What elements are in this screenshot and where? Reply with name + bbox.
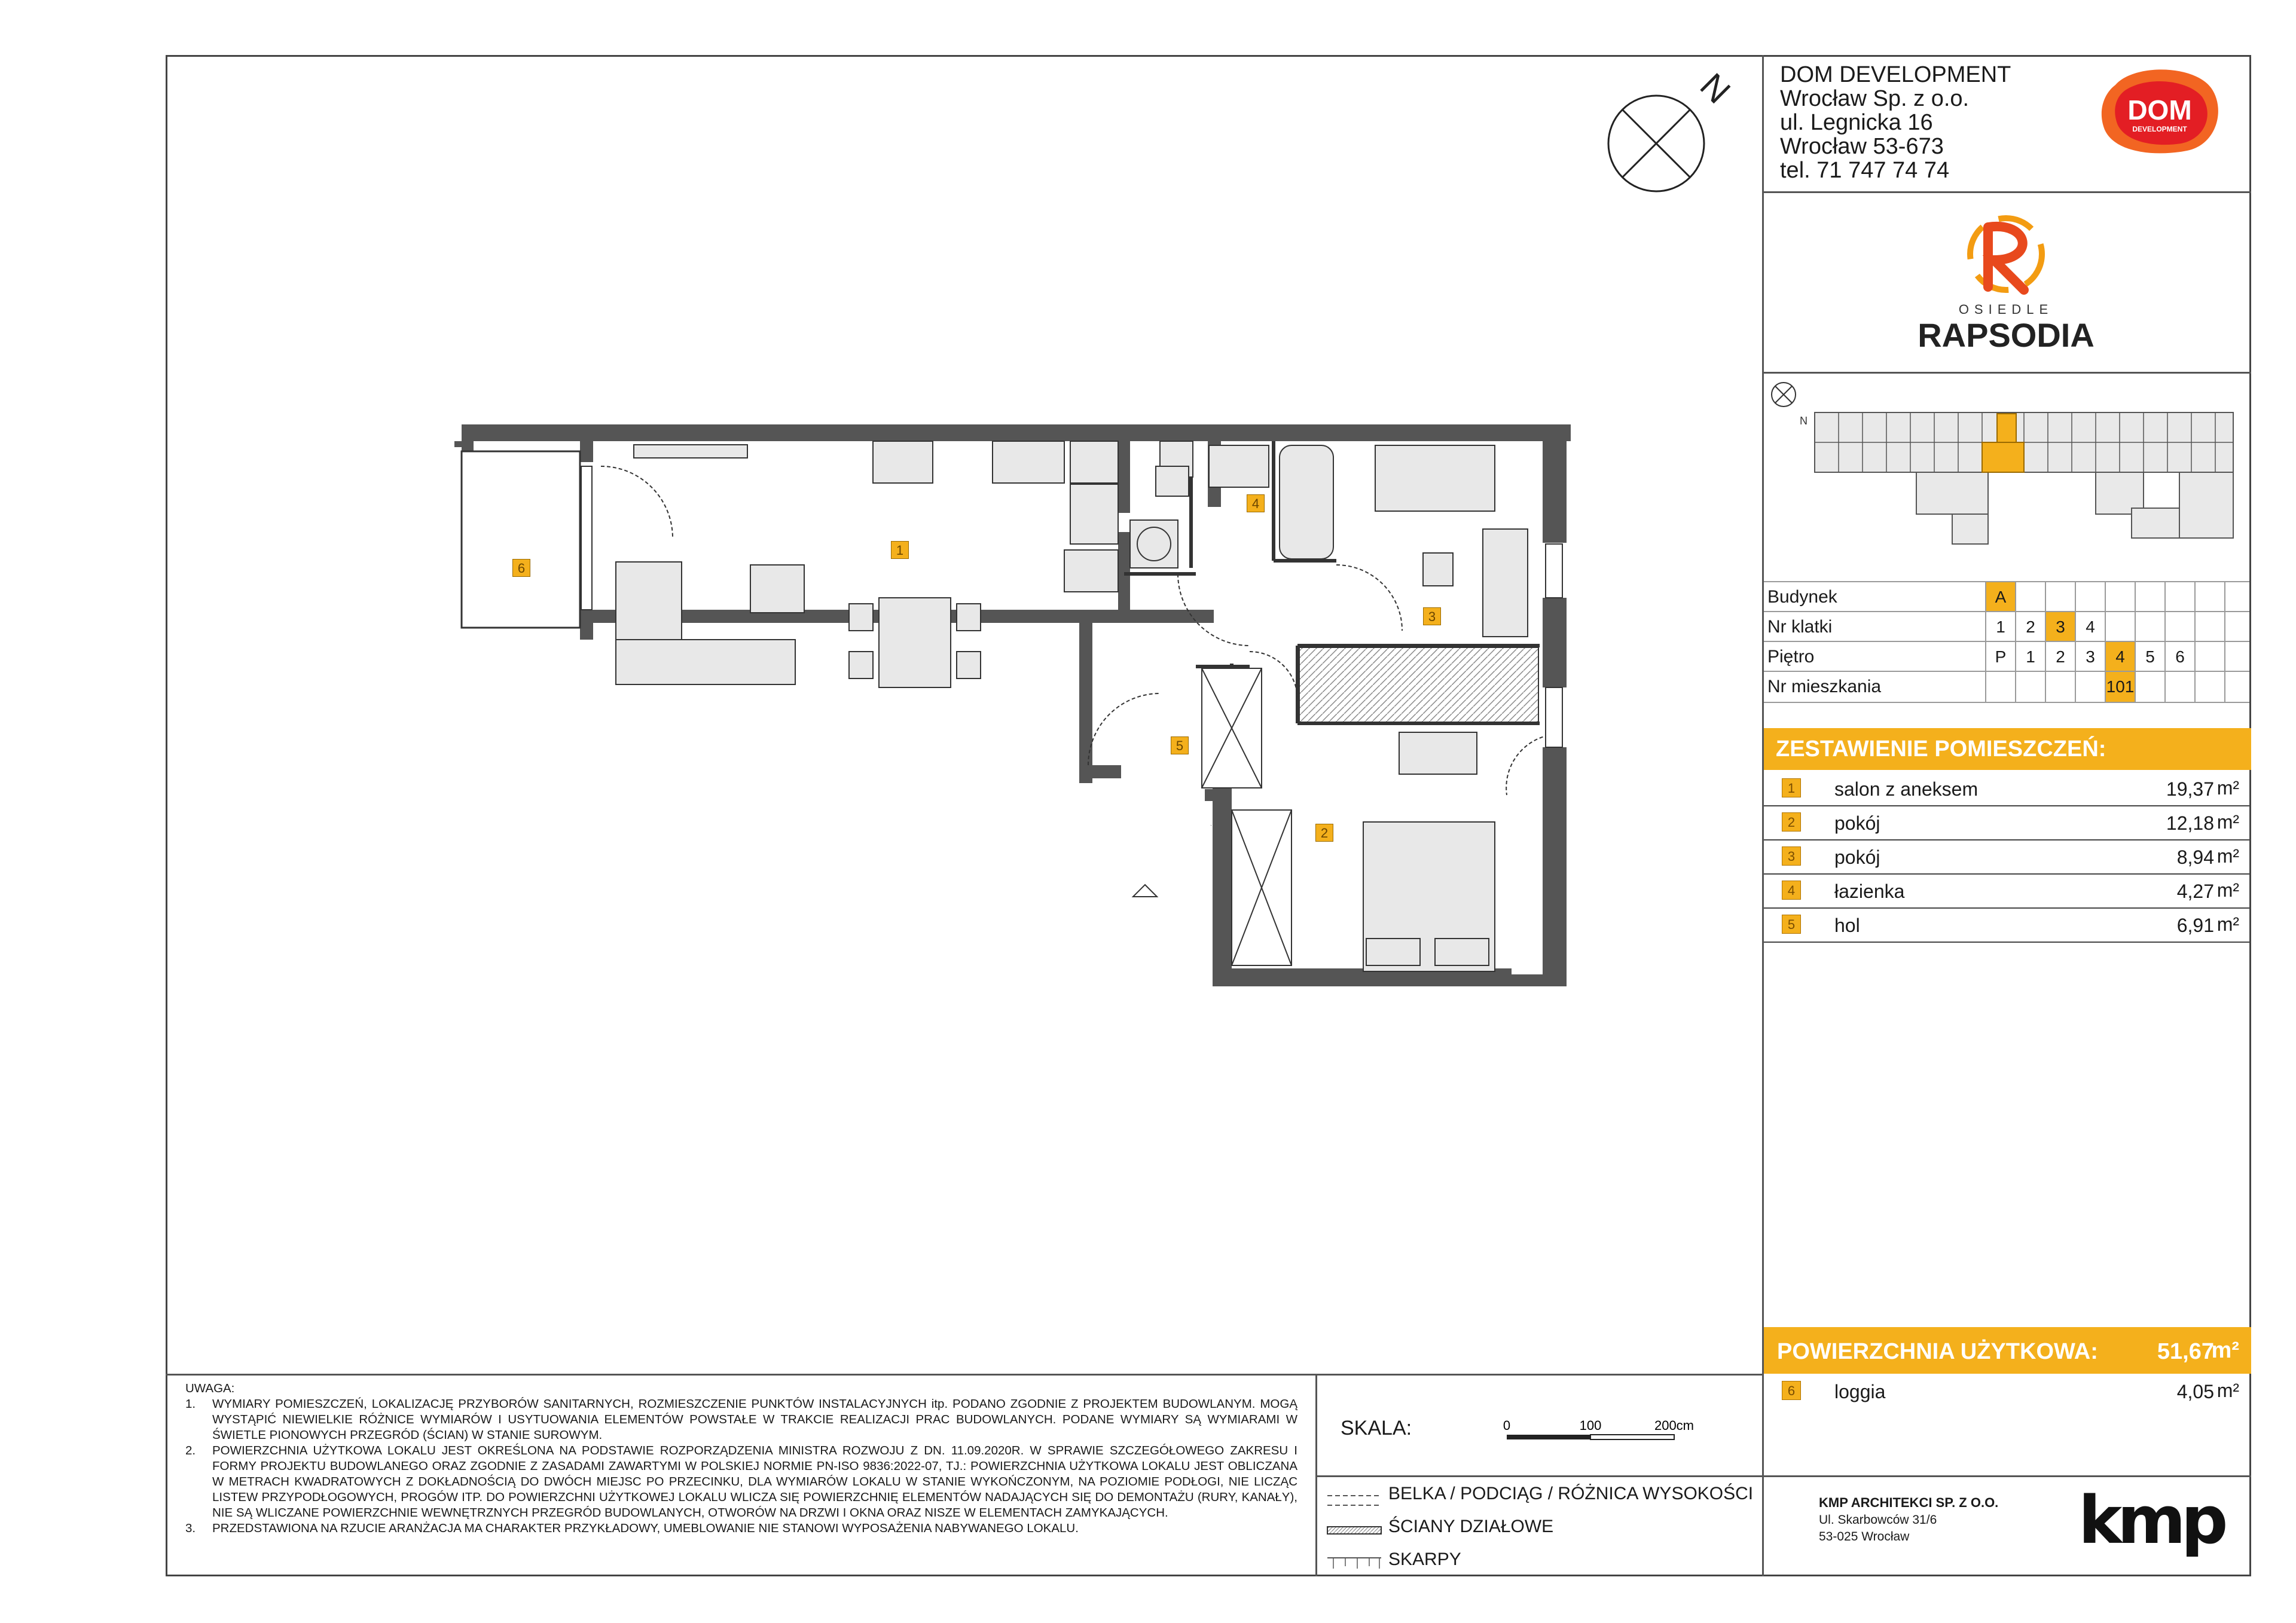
grid-cell [2105, 582, 2135, 612]
legend-symbols [1324, 1488, 1384, 1572]
room-unit: m² [2216, 845, 2239, 867]
notes-block [185, 1381, 1297, 1536]
legend-slopes: SKARPY [1388, 1549, 1461, 1569]
grid-row [1764, 671, 2249, 703]
entrance-arrow-icon [1133, 885, 1157, 897]
note-2-no: 2. [185, 1444, 196, 1457]
total-value: 51,67 [2157, 1339, 2214, 1364]
room-badge: 3 [1782, 846, 1801, 866]
grid-cell: 4 [2075, 612, 2105, 642]
notes-title: UWAGA: [185, 1381, 235, 1395]
plan-label-1: 1 [891, 541, 909, 559]
note-1 [185, 1396, 1297, 1443]
grid-cell [2194, 582, 2224, 612]
loggia-row [1764, 1374, 2251, 1408]
grid-cell [2135, 582, 2164, 612]
notes-divider [166, 1374, 1764, 1376]
compass-north-icon [1602, 60, 1738, 197]
grid-row-label: Budynek [1767, 587, 1837, 607]
legend-divider [1315, 1475, 1764, 1477]
estate-small-text: OSIEDLE [1958, 302, 2054, 317]
grid-cell [2164, 612, 2194, 642]
plan-label-3: 3 [1423, 607, 1441, 625]
grid-cell [2075, 672, 2105, 702]
room-unit: m² [2216, 811, 2239, 833]
grid-row [1764, 581, 2249, 612]
grid-cell: 101 [2105, 672, 2135, 702]
room-area: 19,37 [2166, 778, 2214, 800]
total-unit: m² [2211, 1338, 2239, 1363]
dom-development-logo [2097, 67, 2222, 157]
architect-street: Ul. Skarbowców 31/6 [1819, 1513, 1937, 1527]
room-area: 8,94 [2176, 846, 2214, 868]
room-badge: 4 [1782, 881, 1801, 900]
grid-cell [2224, 582, 2254, 612]
room-area: 12,18 [2166, 812, 2214, 834]
loggia-unit: m² [2216, 1380, 2239, 1401]
rapsodia-logo [1916, 203, 2096, 359]
rooms-heading: ZESTAWIENIE POMIESZCZEŃ: [1764, 728, 2251, 770]
grid-row [1764, 611, 2249, 642]
grid-cell: 3 [2045, 612, 2075, 642]
room-unit: m² [2216, 777, 2239, 799]
grid-cell: A [1985, 582, 2015, 612]
grid-cell [2075, 582, 2105, 612]
header-divider [1764, 191, 2251, 193]
grid-cell [2045, 672, 2075, 702]
note-2-text: POWIERZCHNIA UŻYTKOWA LOKALU JEST OKREŚLONA NA PODSTAWIE ROZPORZĄDZENIA MINISTRA ROZWOJU Z DN. 11.09.2020R. W SPRAWIE SZCZEGÓŁOWEGO ZAKRESU I FORMY PROJEKTU BUDOWLANEGO ORAZ ZGODNIE Z ZASADAMI ZAWARTYMI W POLSKIEJ NORMIE PN-ISO 9836:2022-07, TJ.: POWIERZCHNIA UŻYTKOWA LOKALU JEST OBLICZANA W METRACH KWADRATOWYCH Z DOKŁADNOŚCIĄ DO DWÓCH MIEJSC PO PRZECINKU, DLA WYMIARÓW LOKALU W STANIE WYKOŃCZONYM, NA POZIOMIE PODŁOGI, NIE LICZĄC LISTEW PRZYPODŁOGOWYCH, PROGÓW ITP. DO POWIERZCHNI UŻYTKOWEJ LOKALU WLICZA SIĘ POWIERZCHNIĘ ELEMENTÓW NADAJĄCYCH SIĘ DO DEMONTAŻU (RURY, KANAŁY), NIE SĄ WLICZANE POWIERZCHNIE WEWNĘTRZNYCH PRZEGRÓD BUDOWLANYCH, OTWORÓW NA DRZWI I OKNA ORAZ NISZE W ELEMENTACH ZAMYKAJĄCYCH. [212, 1444, 1297, 1520]
room-row [1764, 907, 2251, 943]
grid-cell: 2 [2045, 642, 2075, 672]
note-1-no: 1. [185, 1397, 196, 1411]
scale-tick-0: 0 [1503, 1418, 1511, 1433]
architect-name: KMP ARCHITEKCI SP. Z O.O. [1819, 1495, 1999, 1510]
grid-cell [2015, 582, 2045, 612]
room-badge: 5 [1782, 915, 1801, 934]
scale-bar [1495, 1418, 1692, 1454]
grid-cell [2224, 672, 2254, 702]
grid-cell [2164, 672, 2194, 702]
room-badge: 2 [1782, 812, 1801, 832]
grid-cell: 2 [2015, 612, 2045, 642]
room-name: hol [1834, 915, 1860, 936]
grid-cell [2224, 642, 2254, 672]
grid-row-label: Nr mieszkania [1767, 677, 1882, 696]
usable-area-total [1764, 1327, 2251, 1374]
room-row [1764, 805, 2251, 840]
room-name: pokój [1834, 846, 1880, 868]
legend-walls: ŚCIANY DZIAŁOWE [1388, 1517, 1554, 1536]
plan-label-6: 6 [512, 559, 530, 577]
total-label: POWIERZCHNIA UŻYTKOWA: [1777, 1339, 2098, 1364]
grid-cell [2045, 582, 2075, 612]
architect-info [1819, 1494, 1998, 1545]
grid-cell [2194, 642, 2224, 672]
room-area: 6,91 [2176, 915, 2214, 936]
grid-cell: P [1985, 642, 2015, 672]
grid-cell: 1 [2015, 642, 2045, 672]
grid-cell [2015, 672, 2045, 702]
scale-label: SKALA: [1341, 1417, 1412, 1439]
scale-tick-200: 200cm [1654, 1418, 1694, 1433]
floor-plan [454, 412, 1578, 1010]
grid-row [1764, 641, 2249, 672]
estate-big-text: RAPSODIA [1918, 316, 2095, 354]
architect-city: 53-025 Wrocław [1819, 1530, 1910, 1543]
room-name: pokój [1834, 812, 1880, 834]
key-plan-map [1767, 377, 2248, 574]
grid-cell: 5 [2135, 642, 2164, 672]
svg-text:N: N [1800, 415, 1808, 427]
note-1-text: WYMIARY POMIESZCZEŃ, LOKALIZACJĘ PRZYBORÓW SANITARNYCH, ROZMIESZCZENIE PUNKTÓW INSTALACYJNYCH itp. PODANO ZGODNIE Z PROJEKTEM BUDOWLANYM. MOGĄ WYSTĄPIĆ NIEWIELKIE RÓŻNICE WYMIARÓW I USYTUOWANIA ELEMENTÓW POWSTAŁE W TRAKCIE REALIZACJI PRAC BUDOWLANYCH. PODANE WYMIARY SĄ WYMIARAMI W ŚWIETLE PIONOWYCH PRZEGRÓD (ŚCIAN) W STANIE SUROWYM. [212, 1397, 1297, 1442]
grid-cell: 4 [2105, 642, 2135, 672]
note-3-no: 3. [185, 1521, 196, 1535]
legend-beam: BELKA / PODCIĄG / RÓŻNICA WYSOKOŚCI [1388, 1484, 1754, 1503]
compass-n-label: N [1692, 66, 1738, 111]
company-name: DOM DEVELOPMENT [1780, 62, 2011, 87]
kmp-logo: kmp [2078, 1482, 2224, 1558]
room-unit: m² [2216, 913, 2239, 935]
room-row [1764, 771, 2251, 806]
grid-cell [2135, 672, 2164, 702]
grid-cell [1985, 672, 2015, 702]
grid-row-label: Piętro [1767, 647, 1815, 667]
scale-tick-100: 100 [1579, 1418, 1602, 1433]
grid-cell [2194, 612, 2224, 642]
note-2 [185, 1443, 1297, 1521]
loggia-name: loggia [1834, 1381, 1886, 1402]
loggia-area: 4,05 [2176, 1381, 2214, 1402]
note-3-text: PRZEDSTAWIONA NA RZUCIE ARANŻACJA MA CHARAKTER PRZYKŁADOWY, UMEBLOWANIE NIE STANOWI WYPOSAŻENIA NABYWANEGO LOKALU. [212, 1521, 1079, 1535]
grid-cell [2164, 582, 2194, 612]
grid-cell [2105, 612, 2135, 642]
room-row [1764, 839, 2251, 875]
plan-label-2: 2 [1315, 824, 1333, 842]
bottom-right-divider [1764, 1475, 2251, 1477]
room-area: 4,27 [2176, 881, 2214, 902]
room-name: salon z aneksem [1834, 778, 1979, 800]
company-city: Wrocław 53-673 [1780, 134, 1944, 159]
note-3 [185, 1521, 1297, 1536]
grid-cell [2194, 672, 2224, 702]
room-name: łazienka [1834, 881, 1905, 902]
grid-cell [2224, 612, 2254, 642]
room-badge: 1 [1782, 778, 1801, 797]
company-street: ul. Legnicka 16 [1780, 110, 1933, 135]
company-phone: tel. 71 747 74 74 [1780, 158, 1950, 183]
room-row [1764, 873, 2251, 909]
dom-logo-text: DOM [2127, 94, 2192, 126]
company-info [1780, 63, 2011, 182]
grid-cell [2135, 612, 2164, 642]
loggia-badge: 6 [1782, 1381, 1801, 1400]
key-plan-highlight [1997, 414, 2016, 447]
company-line2: Wrocław Sp. z o.o. [1780, 86, 1970, 111]
grid-cell: 6 [2164, 642, 2194, 672]
grid-cell: 1 [1985, 612, 2015, 642]
room-unit: m² [2216, 879, 2239, 901]
grid-row-label: Nr klatki [1767, 617, 1833, 637]
plan-label-4: 4 [1247, 494, 1265, 512]
grid-cell: 3 [2075, 642, 2105, 672]
dom-logo-subtext: DEVELOPMENT [2132, 125, 2187, 133]
estate-divider [1764, 372, 2251, 374]
plan-label-5: 5 [1171, 736, 1189, 754]
